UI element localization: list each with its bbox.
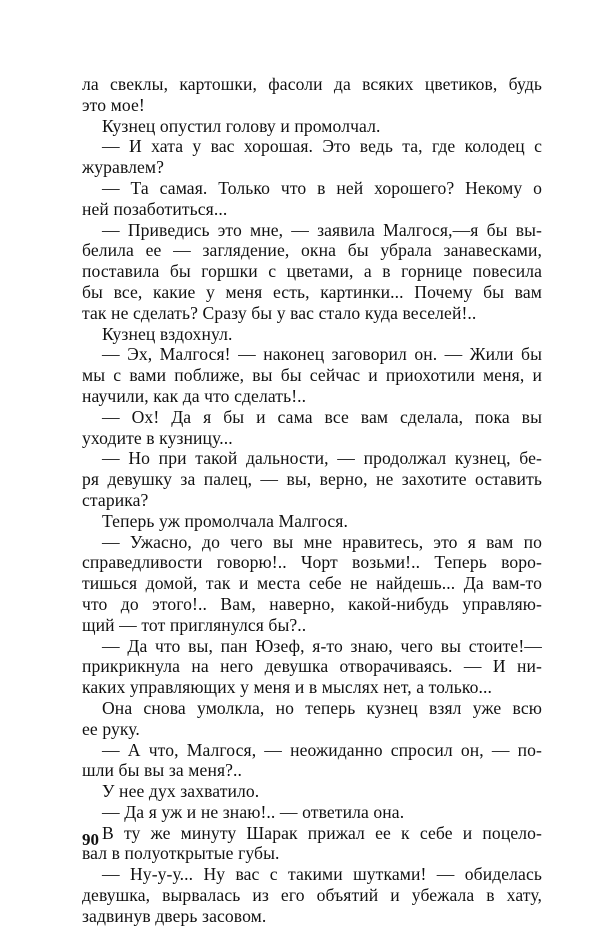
text-line: В ту же минуту Шарак прижал ее к себе и поцело- [102, 822, 542, 843]
book-page [82, 74, 542, 927]
text-line: справедливости говорю!.. Чорт возьми!.. Теперь воро- [82, 552, 542, 573]
text-line: научили, как да что сделать!.. [82, 385, 307, 406]
text-line: Она снова умолкла, но теперь кузнец взял уже всю [102, 697, 542, 718]
text-line: — Да я уж и не знаю!.. — ответила она. [102, 801, 405, 822]
text-line: прикрикнула на него девушка отворачиваясь. — И ни- [82, 656, 542, 677]
text-line: белила ее — заглядение, окна бы убрала занавесками, [82, 240, 542, 261]
text-line: поставила бы горшки с цветами, а в горнице повесила [82, 261, 542, 282]
text-line: шли бы вы за меня?.. [82, 760, 243, 781]
text-line: Кузнец опустил голову и промолчал. [102, 115, 381, 136]
text-line: — Ужасно, до чего вы мне нравитесь, это я вам по [102, 531, 542, 552]
text-line: это мое! [82, 94, 145, 115]
text-line: — Та самая. Только что в ней хорошего? Некому о [102, 177, 542, 198]
text-line: так не сделать? Сразу бы у вас стало куда веселей!.. [82, 302, 477, 323]
text-line: — Но при такой дальности, — продолжал кузнец, бе- [102, 448, 542, 469]
text-line: вал в полуоткрытые губы. [82, 843, 280, 864]
page-number: 90 [82, 830, 99, 849]
text-line: тишься домой, так и места себе не найдешь... Да вам-то [82, 573, 542, 594]
text-line: Кузнец вздохнул. [102, 323, 233, 344]
text-line: — И хата у вас хорошая. Это ведь та, где колодец с [102, 136, 542, 157]
text-line: уходите в кузницу... [82, 427, 233, 448]
text-line: ней позаботиться... [82, 198, 228, 219]
text-line: старика? [82, 489, 149, 510]
text-line: задвинув дверь засовом. [82, 905, 267, 926]
text-line: щий — тот приглянулся бы?.. [82, 614, 307, 635]
text-line: У нее дух захватило. [102, 781, 260, 802]
text-line: каких управляющих у меня и в мыслях нет, а только... [82, 677, 492, 698]
text-line: — Да что вы, пан Юзеф, я-то знаю, чего вы стоите!— [102, 635, 542, 656]
text-line: ла свеклы, картошки, фасоли да всяких цветиков, будь [82, 74, 542, 94]
text-line: — Эх, Малгося! — наконец заговорил он. — Жили бы [102, 344, 542, 365]
text-line: девушка, вырвалась из его объятий и убежала в хату, [82, 885, 542, 906]
text-line: Теперь уж промолчала Малгося. [102, 510, 348, 531]
text-line: — Приведись это мне, — заявила Малгося,—я бы вы- [102, 219, 542, 240]
text-line: что до этого!.. Вам, наверно, какой-нибудь управляю- [82, 593, 542, 614]
text-line: ее руку. [82, 718, 140, 739]
text-line: журавлем? [82, 157, 165, 178]
text-line: — Ох! Да я бы и сама все вам сделала, пока вы [102, 406, 542, 427]
text-line: мы с вами поближе, вы бы сейчас и приохотили меня, и [82, 365, 542, 386]
body-text [82, 74, 542, 927]
text-line: — Ну-у-у... Ну вас с такими шутками! — обиделась [102, 864, 542, 885]
text-line: ря девушку за палец, — вы, верно, не захотите оставить [82, 469, 542, 490]
text-line: бы все, какие у меня есть, картинки... Почему бы вам [82, 281, 542, 302]
text-line: — А что, Малгося, — неожиданно спросил он, — по- [102, 739, 542, 760]
